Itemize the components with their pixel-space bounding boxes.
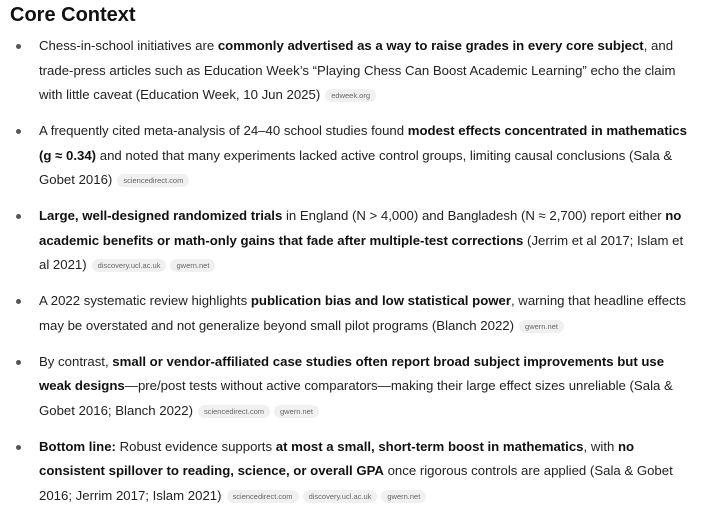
bullet-bold-text: Large, well-designed randomized trials (39, 208, 283, 223)
bullet-item (10, 204, 705, 278)
source-chip[interactable]: discovery.ucl.ac.uk (303, 490, 378, 503)
source-chip[interactable]: gwern.net (381, 490, 426, 503)
bullet-text: in England (N > 4,000) and Bangladesh (N ≈ 2,700) report either (282, 208, 666, 223)
source-chip[interactable]: gwern.net (519, 320, 564, 333)
bullet-item (10, 119, 705, 193)
source-chip[interactable]: sciencedirect.com (227, 490, 299, 503)
source-chip[interactable]: sciencedirect.com (198, 405, 270, 418)
bullet-text: A 2022 systematic review highlights (39, 293, 251, 308)
bullet-item (10, 350, 705, 424)
source-chip[interactable]: discovery.ucl.ac.uk (92, 259, 167, 272)
bullet-item (10, 34, 705, 108)
bullet-text: and noted that many experiments lacked active control groups, limiting causal conclusions (Sala & Gobet 2016) (39, 147, 673, 187)
bullet-text: Chess-in-school initiatives are (39, 38, 218, 53)
bullet-bold-text: Bottom line: (39, 438, 116, 454)
bullet-text: By contrast, (39, 353, 113, 369)
bullet-text: Robust evidence supports (115, 438, 276, 454)
bullet-text: , with (583, 438, 618, 454)
bullet-item (10, 289, 705, 338)
source-chip[interactable]: sciencedirect.com (117, 174, 189, 187)
source-chip[interactable]: gwern.net (170, 259, 215, 272)
bullet-text: once rigorous controls are applied (Sala & Gobet 2016; Jerrim 2017; Islam 2021) (39, 463, 673, 503)
bullet-item (10, 435, 705, 509)
bullet-text: —pre/post tests without active comparators—making their large effect sizes unreliable (Sala & Gobet 2016; Blanch 2022) (39, 378, 673, 418)
bullet-text: , and trade-press articles such as Education Week’s “Playing Chess Can Boost Academic Learning” echo the claim with little caveat (Education Week, 10 Jun 2025) (39, 38, 676, 102)
bullet-text: A frequently cited meta-analysis of 24–40 school studies found (39, 123, 408, 138)
bullet-bold-text: no consistent spillover to reading, science, or overall GPA (39, 438, 635, 478)
bullet-bold-text: no academic benefits or math-only gains that fade after multiple-test corrections (39, 208, 682, 248)
bullet-bold-text: commonly advertised as a way to raise grades in every core subject (217, 38, 644, 53)
bullet-text: (Jerrim et al 2017; Islam et al 2021) (39, 232, 684, 272)
bullet-text: , warning that headline effects may be overstated and not generalize beyond small pilot programs (Blanch 2022) (39, 293, 686, 333)
bullet-bold-text: modest effects concentrated in mathematics (g ≈ 0.34) (39, 123, 687, 163)
bullet-bold-text: publication bias and low statistical power (250, 293, 511, 308)
source-chip[interactable]: edweek.org (325, 89, 376, 102)
bullet-list (10, 34, 705, 508)
bullet-bold-text: small or vendor-affiliated case studies often report broad subject improvements but use weak designs (39, 353, 665, 393)
bullet-bold-text: at most a small, short-term boost in mathematics (275, 438, 584, 454)
section-heading: Core Context (10, 4, 136, 26)
source-chip[interactable]: gwern.net (274, 405, 319, 418)
